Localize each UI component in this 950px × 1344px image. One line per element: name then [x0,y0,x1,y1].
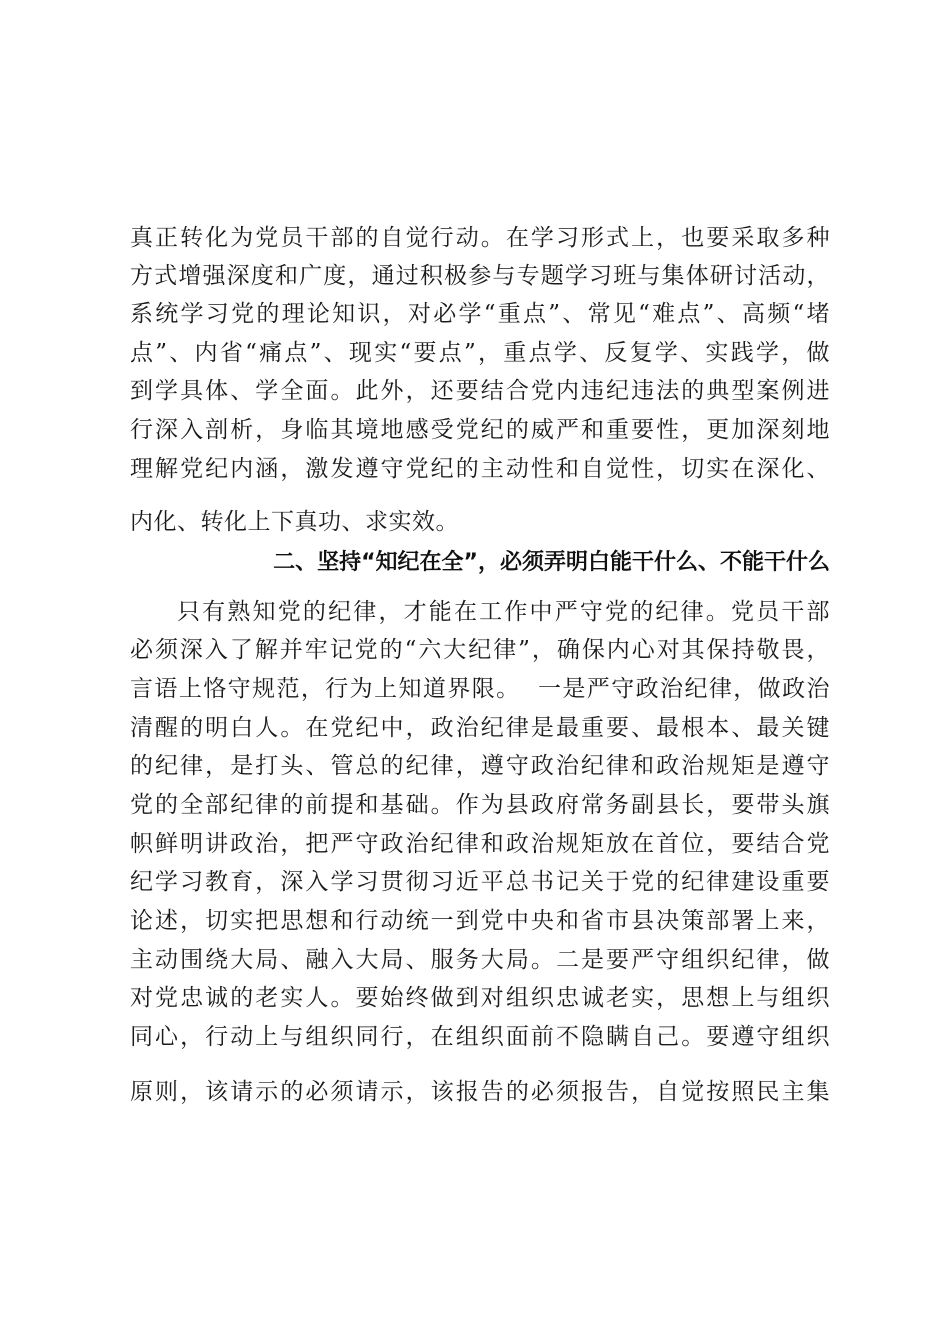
body-text-line: 对党忠诚的老实人。要始终做到对组织忠诚老实，思想上与组织 [130,985,830,1011]
body-text-line: 行深入剖析，身临其境地感受党纪的威严和重要性，更加深刻地 [130,417,830,443]
body-text-line: 只有熟知党的纪律，才能在工作中严守党的纪律。党员干部 [177,599,830,625]
body-text-line: 点”、内省“痛点”、现实“要点”，重点学、反复学、实践学，做 [130,340,830,366]
body-text-line: 同心，行动上与组织同行，在组织面前不隐瞒自己。要遵守组织 [130,1024,830,1050]
body-text-line: 原则，该请示的必须请示，该报告的必须报告，自觉按照民主集 [130,1079,830,1105]
body-text-line: 帜鲜明讲政治，把严守政治纪律和政治规矩放在首位，要结合党 [130,831,830,857]
body-text-line: 真正转化为党员干部的自觉行动。在学习形式上，也要采取多种 [130,225,830,251]
body-text-line: 系统学习党的理论知识，对必学“重点”、常见“难点”、高频“堵 [130,301,830,327]
body-text-line: 内化、转化上下真功、求实效。 [130,509,459,535]
body-text-line: 论述，切实把思想和行动统一到党中央和省市县决策部署上来， [130,908,830,934]
body-text-line: 必须深入了解并牢记党的“六大纪律”，确保内心对其保持敬畏， [130,637,830,663]
body-text-line: 理解党纪内涵，激发遵守党纪的主动性和自觉性，切实在深化、 [130,456,830,482]
section-heading: 二、坚持“知纪在全”，必须弄明白能干什么、不能干什么 [273,550,830,575]
body-text-line: 方式增强深度和广度，通过积极参与专题学习班与集体研讨活动， [130,263,830,289]
body-text-line: 到学具体、学全面。此外，还要结合党内违纪违法的典型案例进 [130,378,830,404]
body-text-line: 主动围绕大局、融入大局、服务大局。二是要严守组织纪律，做 [130,947,830,973]
body-text-line: 纪学习教育，深入学习贯彻习近平总书记关于党的纪律建设重要 [130,869,830,895]
body-text-line: 清醒的明白人。在党纪中，政治纪律是最重要、最根本、最关键 [130,715,830,741]
body-text-line: 的纪律，是打头、管总的纪律，遵守政治纪律和政治规矩是遵守 [130,753,830,779]
body-text-line: 党的全部纪律的前提和基础。作为县政府常务副县长，要带头旗 [130,792,830,818]
body-text-line: 言语上恪守规范，行为上知道界限。 一是严守政治纪律，做政治 [130,676,830,702]
